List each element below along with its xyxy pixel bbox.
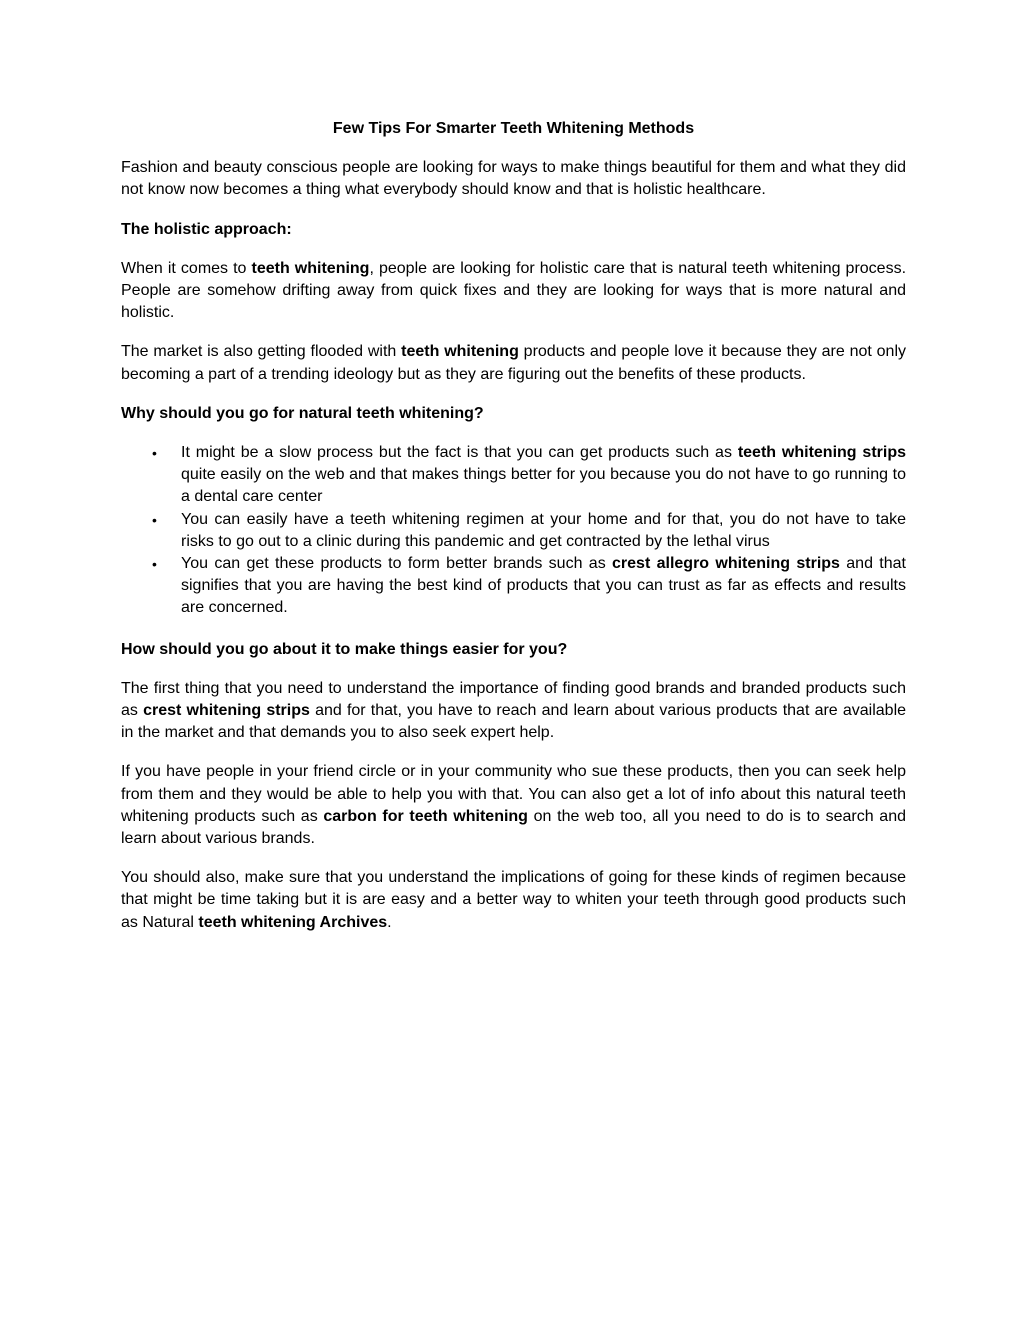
list-item	[121, 509, 906, 553]
why-natural-heading: Why should you go for natural teeth whitening?	[121, 404, 484, 422]
text-run: You should also, make sure that you understand the implications of going for these kinds of regimen because that might be time taking but it is are easy and a better way to whiten your teeth through good products such as Natural	[121, 869, 906, 931]
how-to-paragraph-2	[121, 761, 906, 850]
holistic-paragraph-1	[121, 258, 906, 325]
text-run: You can easily have a teeth whitening regimen at your home and for that, you do not have to take risks to go out to a clinic during this pandemic and get contracted by the lethal virus	[181, 510, 906, 550]
text-run: on the web too, all you need to do is to search and learn about various brands.	[121, 807, 906, 848]
document-title: Few Tips For Smarter Teeth Whitening Methods	[332, 120, 695, 137]
text-run: and that signifies that you are having the best kind of products that you can trust as far as effects and results are concerned.	[181, 555, 906, 617]
holistic-approach-heading: The holistic approach:	[121, 220, 292, 238]
text-run: When it comes to	[121, 259, 252, 277]
bullet-icon: •	[152, 556, 157, 573]
text-run: , people are looking for holistic care that is natural teeth whitening process. People are somehow drifting away from quick fixes and they are looking for ways that is more natural and holistic.	[121, 259, 907, 322]
keyword-teeth-whitening-archives: teeth whitening Archives	[198, 913, 388, 931]
bullet-icon: •	[152, 511, 157, 528]
text-run: The first thing that you need to understand the importance of finding good brands and branded products such as	[121, 679, 906, 720]
intro-paragraph: Fashion and beauty conscious people are looking for ways to make things beautiful for them and what they did not know now becomes a thing what everybody should know and that is holistic healthcare.	[121, 159, 906, 199]
benefits-list	[121, 442, 906, 620]
keyword-carbon-for-teeth-whitening: carbon for teeth whitening	[323, 807, 528, 825]
list-item	[121, 442, 906, 509]
document-page	[121, 118, 906, 951]
text-run: It might be a slow process but the fact is that you can get products such as	[181, 444, 738, 462]
text-run: quite easily on the web and that makes things better for you because you do not have to go running to a dental care center	[181, 466, 906, 506]
how-to-paragraph-1	[121, 678, 906, 745]
holistic-paragraph-2	[121, 341, 906, 385]
keyword-teeth-whitening-strips: teeth whitening strips	[737, 444, 907, 462]
text-run: products and people love it because they are not only becoming a part of a trending ideology but as they are figuring out the benefits of these products.	[121, 343, 907, 383]
keyword-teeth-whitening: teeth whitening	[251, 259, 370, 277]
how-to-paragraph-3	[121, 867, 906, 934]
text-run: and for that, you have to reach and learn about various products that are available in the market and that demands you to also seek expert help.	[121, 702, 907, 742]
text-run: You can get these products to form better brands such as	[181, 555, 613, 573]
list-item	[121, 553, 906, 620]
keyword-crest-allegro-whitening-strips: crest allegro whitening strips	[612, 555, 840, 573]
text-run: .	[387, 913, 392, 931]
text-run: The market is also getting flooded with	[121, 343, 402, 361]
keyword-teeth-whitening: teeth whitening	[401, 343, 519, 361]
how-to-heading: How should you go about it to make things easier for you?	[121, 640, 568, 658]
text-run: If you have people in your friend circle or in your community who sue these products, then you can seek help from them and they would be able to help you with that. You can also get a lot of info about this natural teeth whitening products such as	[121, 763, 906, 825]
bullet-icon: •	[152, 445, 157, 462]
keyword-crest-whitening-strips: crest whitening strips	[143, 702, 310, 720]
